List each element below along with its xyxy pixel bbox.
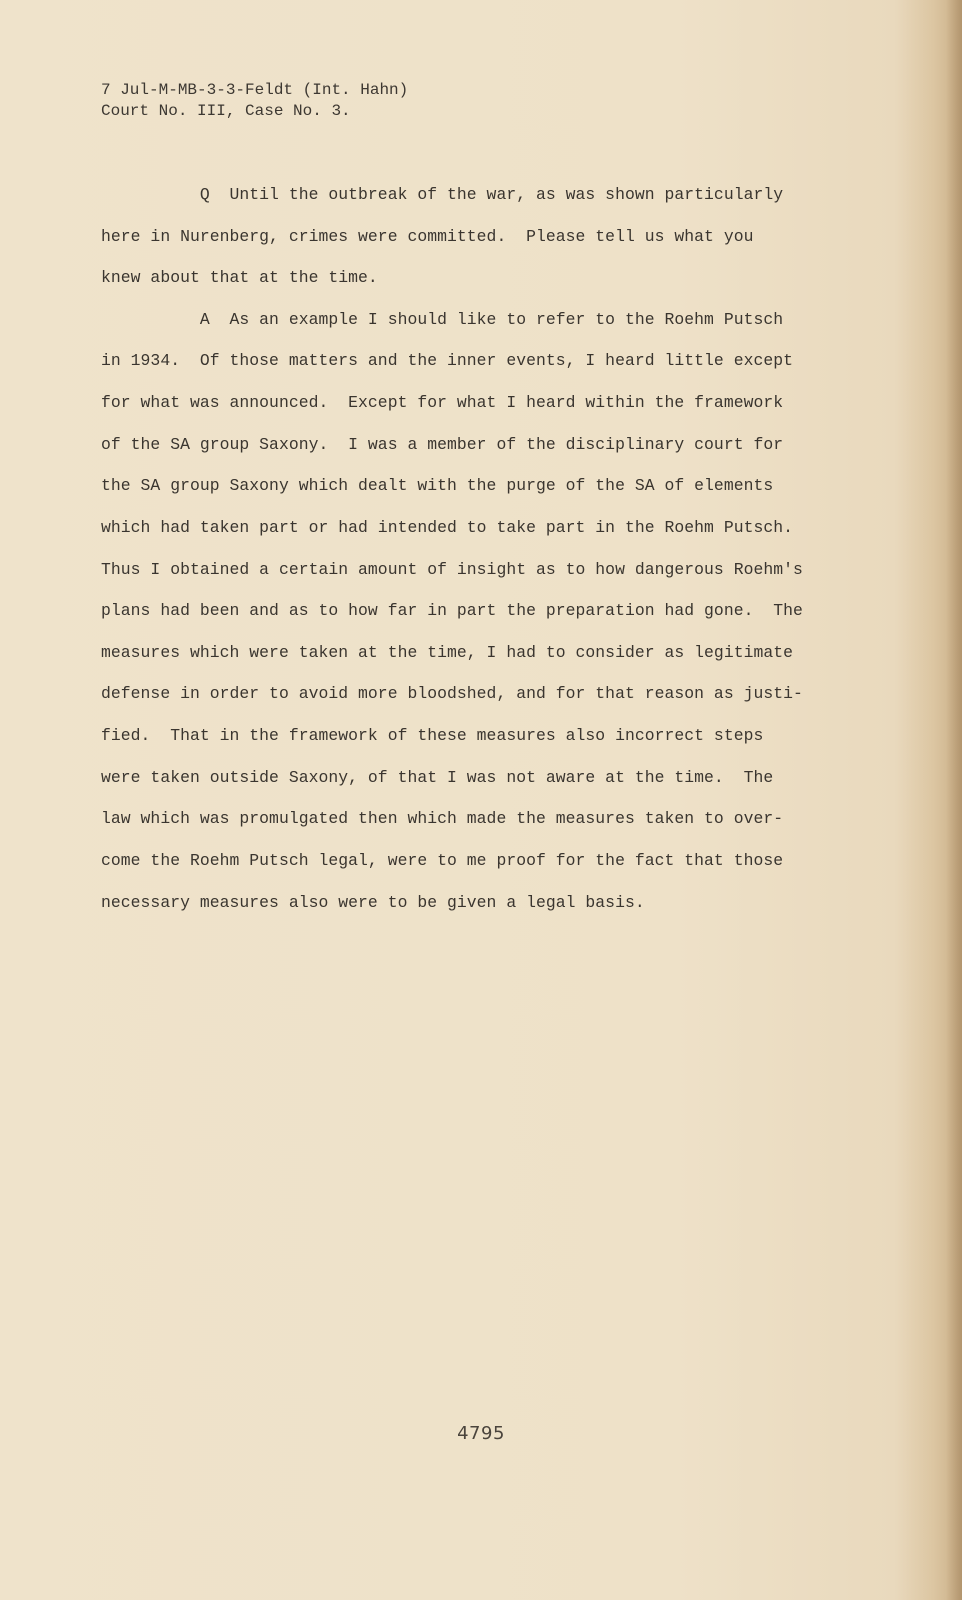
body-line: plans had been and as to how far in part the preparation had gone. The xyxy=(101,601,803,620)
document-header xyxy=(101,80,408,122)
body-line: measures which were taken at the time, I had to consider as legitimate xyxy=(101,643,794,662)
body-line: were taken outside Saxony, of that I was not aware at the time. The xyxy=(101,768,774,787)
body-line: necessary measures also were to be given a legal basis. xyxy=(101,893,645,912)
body-line: Q Until the outbreak of the war, as was shown particularly xyxy=(101,185,784,204)
body-line: knew about that at the time. xyxy=(101,268,378,287)
body-line: A As an example I should like to refer to the Roehm Putsch xyxy=(101,310,784,329)
body-line: which had taken part or had intended to take part in the Roehm Putsch. xyxy=(101,518,794,537)
body-line: Thus I obtained a certain amount of insight as to how dangerous Roehm's xyxy=(101,560,803,579)
body-line: of the SA group Saxony. I was a member of the disciplinary court for xyxy=(101,435,784,454)
paper-edge-shadow xyxy=(946,0,962,1600)
body-line: in 1934. Of those matters and the inner events, I heard little except xyxy=(101,351,794,370)
body-line: law which was promulgated then which made the measures taken to over- xyxy=(101,809,784,828)
body-line: for what was announced. Except for what I heard within the framework xyxy=(101,393,784,412)
header-line-1: 7 Jul-M-MB-3-3-Feldt (Int. Hahn) xyxy=(101,81,409,99)
body-line: fied. That in the framework of these measures also incorrect steps xyxy=(101,726,764,745)
header-line-2: Court No. III, Case No. 3. xyxy=(101,102,351,120)
page-number: 4795 xyxy=(457,1423,505,1444)
body-line: defense in order to avoid more bloodshed, and for that reason as justi- xyxy=(101,684,803,703)
body-line: the SA group Saxony which dealt with the purge of the SA of elements xyxy=(101,476,774,495)
body-line: here in Nurenberg, crimes were committed. Please tell us what you xyxy=(101,227,754,246)
body-line: come the Roehm Putsch legal, were to me proof for the fact that those xyxy=(101,851,784,870)
